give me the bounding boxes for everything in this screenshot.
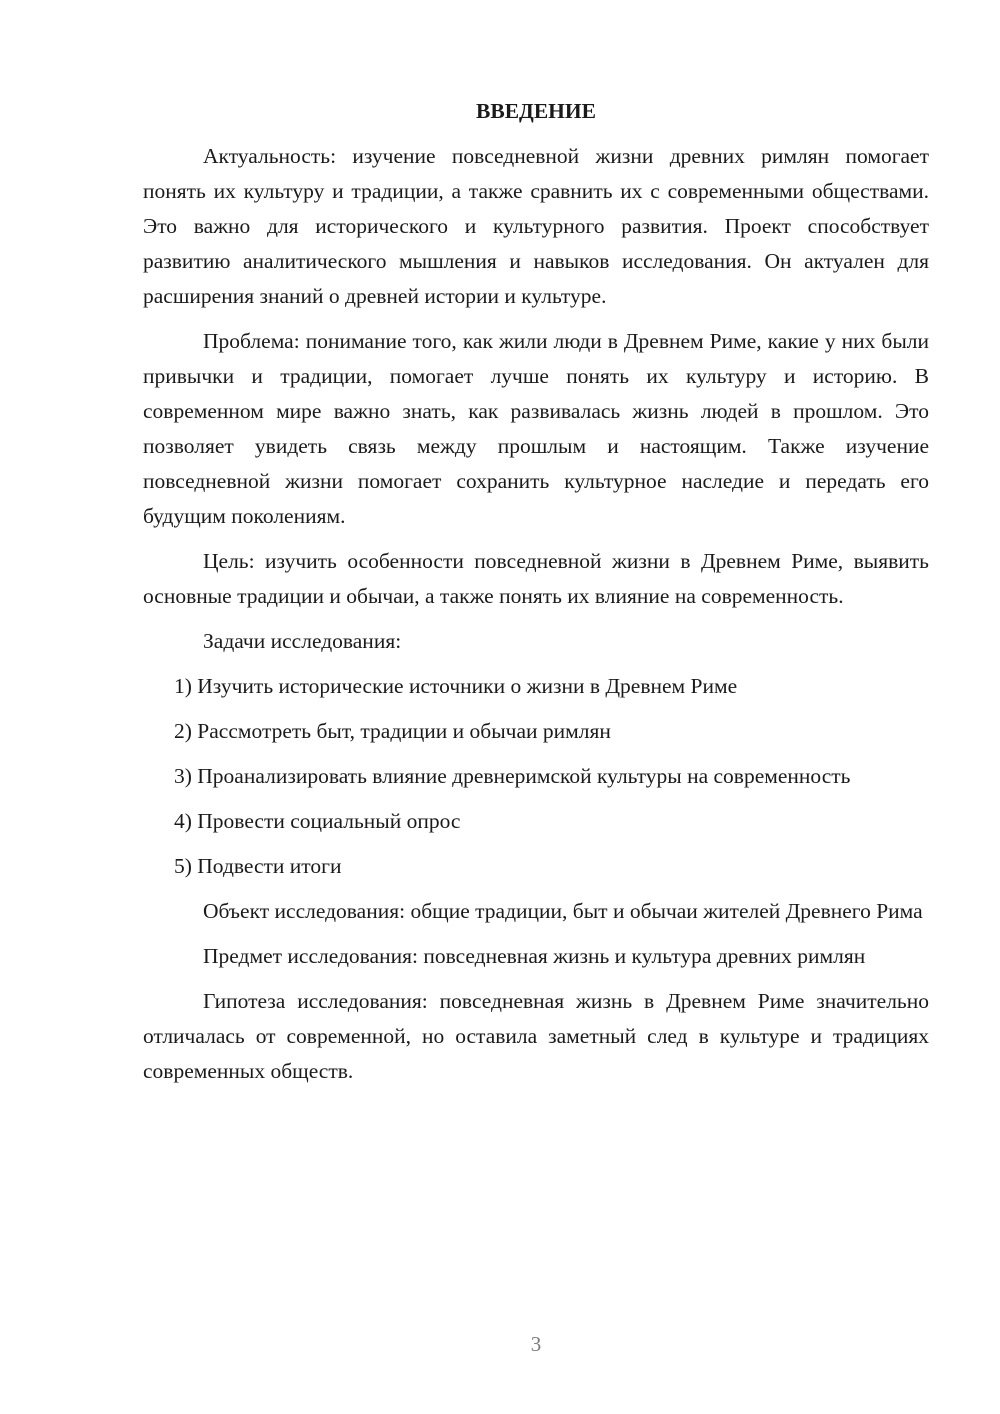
document-page: [143, 94, 929, 1099]
tasks-heading: Задачи исследования:: [203, 629, 402, 653]
task-item: 2) Рассмотреть быт, традиции и обычаи римлян: [174, 719, 611, 743]
problem-paragraph: Проблема: понимание того, как жили люди в Древнем Риме, какие у них были привычки и традиции, помогает лучше понять их культуру и историю. В современном мире важно знать, как развивалась жизнь людей в прошлом. Это позволяет увидеть связь между прошлым и настоящим. Также изучение повседневной жизни помогает сохранить культурное наследие и передать его будущим поколениям.: [143, 329, 929, 528]
goal-paragraph: Цель: изучить особенности повседневной жизни в Древнем Риме, выявить основные традиции и обычаи, а также понять их влияние на современность.: [143, 549, 929, 608]
page-number: 3: [530, 1332, 542, 1356]
relevance-paragraph: Актуальность: изучение повседневной жизни древних римлян помогает понять их культуру и традиции, а также сравнить их с современными обществами. Это важно для исторического и культурного развития. Проект способствует развитию аналитического мышления и навыков исследования. Он актуален для расширения знаний о древней истории и культуре.: [143, 144, 929, 308]
hypothesis-paragraph: Гипотеза исследования: повседневная жизнь в Древнем Риме значительно отличалась от современной, но оставила заметный след в культуре и традициях современных обществ.: [143, 989, 929, 1083]
section-title: ВВЕДЕНИЕ: [476, 99, 596, 123]
subject-paragraph: Предмет исследования: повседневная жизнь и культура древних римлян: [203, 944, 866, 968]
task-item: 4) Провести социальный опрос: [174, 809, 461, 833]
task-item: 3) Проанализировать влияние древнеримской культуры на современность: [174, 764, 851, 788]
task-item: 5) Подвести итоги: [174, 854, 342, 878]
task-item: 1) Изучить исторические источники о жизни в Древнем Риме: [174, 674, 738, 698]
object-paragraph: Объект исследования: общие традиции, быт и обычаи жителей Древнего Рима: [203, 899, 923, 923]
